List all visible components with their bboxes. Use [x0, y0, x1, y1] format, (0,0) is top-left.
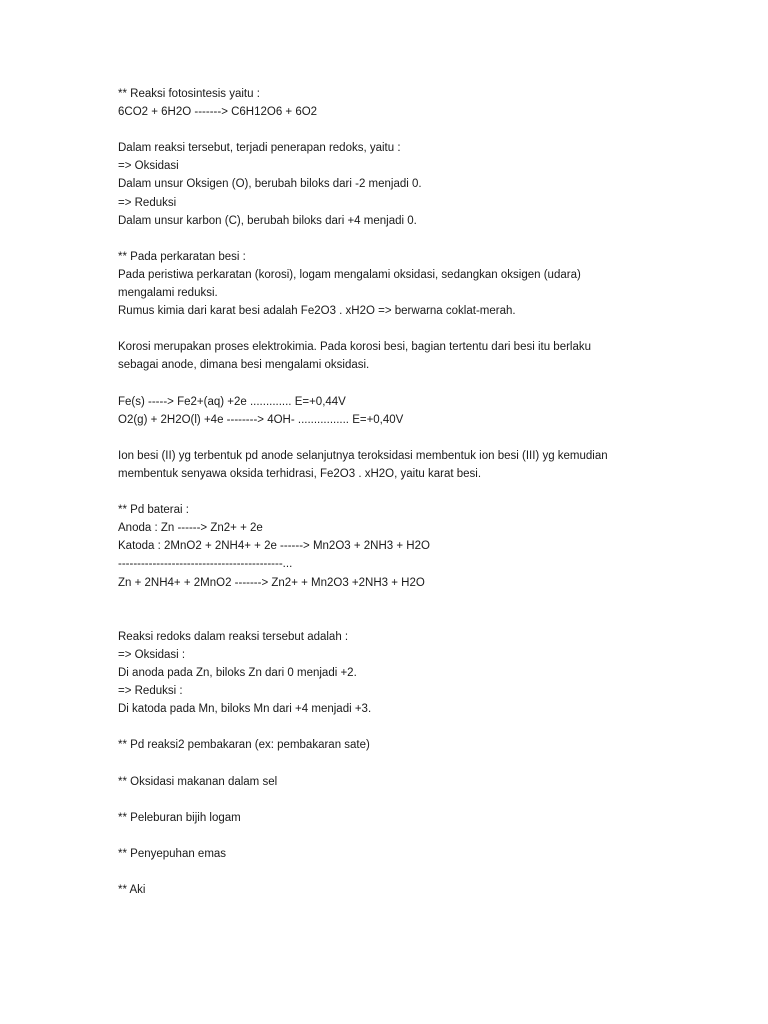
equation-fotosintesis: 6CO2 + 6H2O -------> C6H12O6 + 6O2 [118, 106, 318, 119]
equation-line: Zn + 2NH4+ + 2MnO2 -------> Zn2+ + Mn2O3 +2NH3 + H2O [118, 576, 425, 589]
text-line: membentuk senyawa oksida terhidrasi, Fe2O3 . xH2O, yaitu karat besi. [118, 467, 482, 480]
blank-line [118, 863, 738, 881]
equation-line: O2(g) + 2H2O(l) +4e --------> 4OH- ................ E=+0,40V [118, 413, 404, 426]
blank-line [118, 230, 738, 248]
text-line: Dalam unsur Oksigen (O), berubah biloks dari -2 menjadi 0. [118, 178, 422, 191]
document-page [118, 85, 738, 899]
equation-line: Anoda : Zn ------> Zn2+ + 2e [118, 522, 263, 535]
text-line: Pada peristiwa perkaratan (korosi), logam mengalami oksidasi, sedangkan oksigen (udara) [118, 268, 581, 281]
blank-line [118, 121, 738, 139]
blank-line [118, 827, 738, 845]
divider-line: -------------------------------------------... [118, 558, 293, 571]
text-line: => Oksidasi : [118, 648, 186, 661]
heading-perkaratan: ** Pada perkaratan besi : [118, 250, 246, 263]
text-line: Di katoda pada Mn, biloks Mn dari +4 menjadi +3. [118, 703, 372, 716]
heading-aki: ** Aki [118, 884, 146, 897]
blank-line [118, 483, 738, 501]
text-line: Reaksi redoks dalam reaksi tersebut adalah : [118, 630, 349, 643]
text-line: Dalam reaksi tersebut, terjadi penerapan redoks, yaitu : [118, 142, 401, 155]
blank-line [118, 718, 738, 736]
heading-pembakaran: ** Pd reaksi2 pembakaran (ex: pembakaran sate) [118, 739, 370, 752]
text-line: Korosi merupakan proses elektrokimia. Pada korosi besi, bagian tertentu dari besi itu berlaku [118, 341, 592, 354]
text-line: => Reduksi : [118, 685, 183, 698]
text-line: Di anoda pada Zn, biloks Zn dari 0 menjadi +2. [118, 667, 357, 679]
text-line: => Reduksi [118, 196, 177, 209]
blank-line [118, 791, 738, 809]
blank-line [118, 429, 738, 447]
heading-penyepuhan: ** Penyepuhan emas [118, 847, 227, 860]
blank-line [118, 592, 738, 628]
text-line: => Oksidasi [118, 160, 179, 173]
heading-fotosintesis: ** Reaksi fotosintesis yaitu : [118, 88, 260, 100]
equation-line: Katoda : 2MnO2 + 2NH4+ + 2e ------> Mn2O3 + 2NH3 + H2O [118, 540, 430, 553]
blank-line [118, 754, 738, 772]
heading-oksidasi-makanan: ** Oksidasi makanan dalam sel [118, 775, 278, 788]
heading-peleburan: ** Peleburan bijih logam [118, 811, 241, 824]
blank-line [118, 375, 738, 393]
text-line: sebagai anode, dimana besi mengalami oksidasi. [118, 359, 370, 372]
equation-line: Fe(s) -----> Fe2+(aq) +2e ............. E=+0,44V [118, 395, 346, 408]
text-line: Rumus kimia dari karat besi adalah Fe2O3 . xH2O => berwarna coklat-merah. [118, 305, 516, 318]
text-line: Ion besi (II) yg terbentuk pd anode selanjutnya teroksidasi membentuk ion besi (III) yg kemudian [118, 449, 608, 462]
text-line: mengalami reduksi. [118, 287, 218, 300]
blank-line [118, 320, 738, 338]
text-line: Dalam unsur karbon (C), berubah biloks dari +4 menjadi 0. [118, 214, 417, 227]
heading-baterai: ** Pd baterai : [118, 504, 189, 517]
